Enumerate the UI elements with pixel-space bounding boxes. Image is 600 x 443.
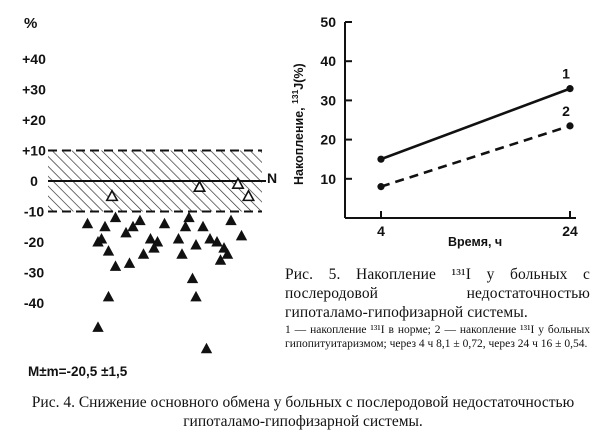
fig5-y-tick-label: 20: [320, 131, 336, 148]
fig5-x-axis-title: Время, ч: [448, 235, 503, 249]
fig4-y-tick-label: -30: [23, 264, 45, 281]
fig5-series-label: 2: [562, 102, 570, 119]
fig4-y-tick-label: +20: [22, 112, 46, 128]
figure-4-chart: [22, 15, 277, 379]
fig4-patient-point: [110, 212, 121, 223]
fig4-y-tick-label: +10: [22, 142, 46, 159]
figure-5-caption-legend: 1 — накопление ¹³¹I в норме; 2 — накопление ¹³¹I у больных гипопитуитаризмом; через 4 ч 8,1 ± 0,72, через 24 ч 16 ± 0,54.: [285, 324, 590, 350]
fig5-y-tick-label: 10: [320, 170, 336, 187]
fig4-patient-point: [236, 230, 247, 241]
fig4-y-tick-label: +30: [22, 81, 46, 98]
fig4-patient-point: [138, 248, 149, 259]
fig4-patient-point: [134, 215, 145, 226]
fig4-y-unit-label: %: [24, 15, 38, 32]
fig4-y-tick-label: 0: [30, 173, 38, 189]
figure-4-caption: Рис. 4. Снижение основного обмена у больных с послеродовой недостаточностью гипоталамо-гипофизарной системы.: [31, 394, 575, 430]
fig4-patient-point: [99, 221, 110, 232]
norm-line-label: N: [267, 170, 278, 186]
fig4-patient-point: [110, 260, 121, 271]
fig5-data-point: [377, 156, 384, 163]
fig4-y-tick-label: -20: [23, 234, 45, 250]
fig4-patient-point: [176, 248, 187, 259]
fig4-patient-point: [197, 221, 208, 232]
fig4-patient-point: [173, 233, 184, 244]
fig4-y-tick-labels: [22, 51, 46, 311]
fig5-data-point: [377, 183, 384, 190]
fig5-y-ticks: [320, 14, 352, 187]
fig5-y-tick-label: 50: [320, 14, 336, 30]
fig4-patient-point: [103, 245, 114, 256]
fig5-series-label: 1: [562, 65, 570, 82]
fig4-patient-point: [82, 218, 93, 229]
fig4-mean-label: M±m=-20,5 ±1,5: [28, 364, 128, 379]
fig4-patient-point: [204, 233, 215, 244]
fig5-x-tick-label: 24: [562, 223, 578, 239]
fig5-series: [377, 66, 573, 191]
fig5-series-line-2: [381, 126, 570, 187]
fig4-y-tick-label: +40: [22, 51, 46, 67]
fig5-y-tick-label: 40: [320, 53, 336, 70]
fig5-series-line-1: [381, 89, 570, 160]
fig4-patient-point: [124, 257, 135, 268]
fig5-data-point: [566, 85, 573, 92]
fig5-data-point: [566, 122, 573, 129]
fig5-x-tick-label: 4: [377, 223, 385, 239]
fig4-patient-point: [190, 239, 201, 250]
figure-5-caption-title: Рис. 5. Накопление ¹³¹I у больных с послеродовой недостаточностью гипоталамо-гипофизарной системы.: [285, 266, 590, 321]
fig4-patient-point: [225, 215, 236, 226]
figure-5-chart: [290, 14, 578, 249]
fig4-patient-point: [187, 273, 198, 284]
fig5-y-tick-label: 30: [320, 92, 336, 109]
fig4-patient-point: [92, 321, 103, 332]
fig4-y-tick-label: -10: [23, 203, 45, 220]
fig5-y-axis-title: Накопление, $^{131}$J(%): [290, 63, 306, 185]
fig4-patient-point: [201, 343, 212, 354]
figure-5-caption: [285, 265, 590, 351]
fig4-patient-point: [103, 291, 114, 302]
fig4-patient-point: [180, 221, 191, 232]
fig4-y-tick-label: -40: [23, 295, 45, 311]
fig4-patient-point: [159, 218, 170, 229]
fig4-patient-point: [183, 212, 194, 223]
fig4-patient-point: [190, 291, 201, 302]
